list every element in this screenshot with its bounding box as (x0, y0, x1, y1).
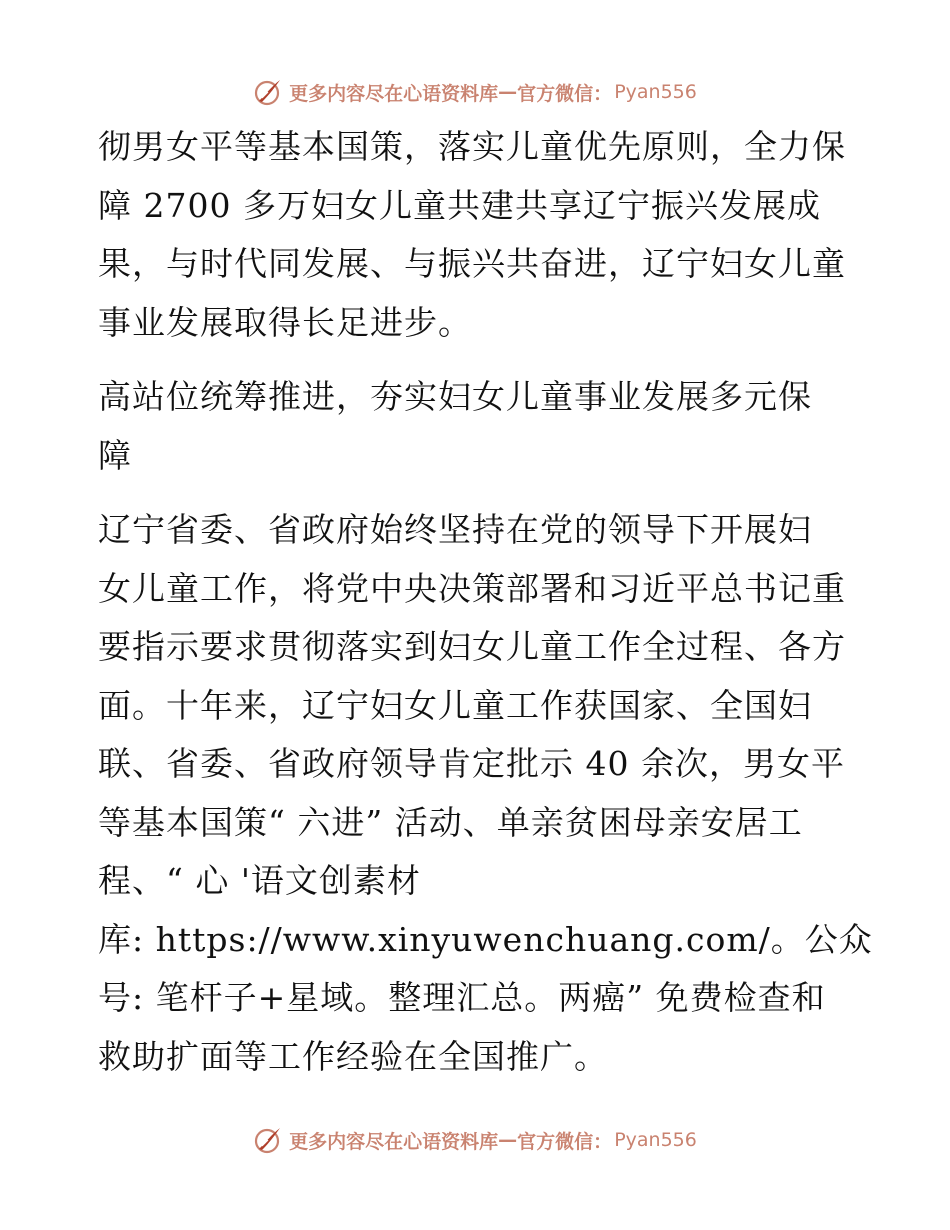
text-line: 果，与时代同发展、与振兴共奋进，辽宁妇女儿童 (98, 244, 846, 283)
watermark-site-text: 更多内容尽在心语资料库 (289, 82, 499, 105)
text-line: 彻男女平等基本国策，落实儿童优先原则，全力保 (98, 127, 846, 166)
watermark-wechat-id: Pyan556 (614, 81, 697, 103)
watermark-wechat-id: Pyan556 (614, 1129, 697, 1151)
paragraph-1 (98, 118, 858, 352)
paragraph-2 (98, 501, 873, 1086)
watermark-header (0, 72, 950, 112)
document-body (98, 118, 873, 1086)
text-line: 程、“ 心 '语文创素材 (98, 861, 421, 900)
quill-logo-icon (253, 77, 283, 107)
text-line: 女儿童工作，将党中央决策部署和习近平总书记重 (98, 568, 846, 608)
text-line: 等基本国策“ 六进” 活动、单亲贫困母亲安居工 (98, 802, 803, 842)
text-line: 障 2700 多万妇女儿童共建共享辽宁振兴发展成 (98, 185, 821, 225)
text-line: 救助扩面等工作经验在全国推广。 (98, 1036, 608, 1076)
text-line: 辽宁省委、省政府始终坚持在党的领导下开展妇 (98, 510, 812, 549)
watermark-site-text: 更多内容尽在心语资料库 (289, 1130, 499, 1153)
text-line: 号: 笔杆子+星域。整理汇总。两癌” 免费检查和 (98, 978, 826, 1017)
watermark-label: 官方微信： (517, 82, 613, 105)
text-line: 事业发展取得长足进步。 (98, 302, 472, 342)
section-heading (98, 368, 858, 485)
text-line: 库: https://www.xinyuwenchuang.com/。公众 (98, 919, 873, 959)
watermark-separator: — (498, 81, 518, 103)
watermark-label: 官方微信： (517, 1130, 613, 1153)
text-line: 要指示要求贯彻落实到妇女儿童工作全过程、各方 (98, 627, 846, 666)
text-line: 障 (98, 435, 132, 475)
quill-logo-icon (253, 1125, 283, 1155)
text-line: 面。十年来，辽宁妇女儿童工作获国家、全国妇 (98, 685, 812, 725)
text-line: 高站位统筹推进，夯实妇女儿童事业发展多元保 (98, 377, 812, 416)
watermark-footer (0, 1120, 950, 1160)
watermark-separator: — (498, 1129, 518, 1151)
text-line: 联、省委、省政府领导肯定批示 40 余次，男女平 (98, 744, 845, 783)
